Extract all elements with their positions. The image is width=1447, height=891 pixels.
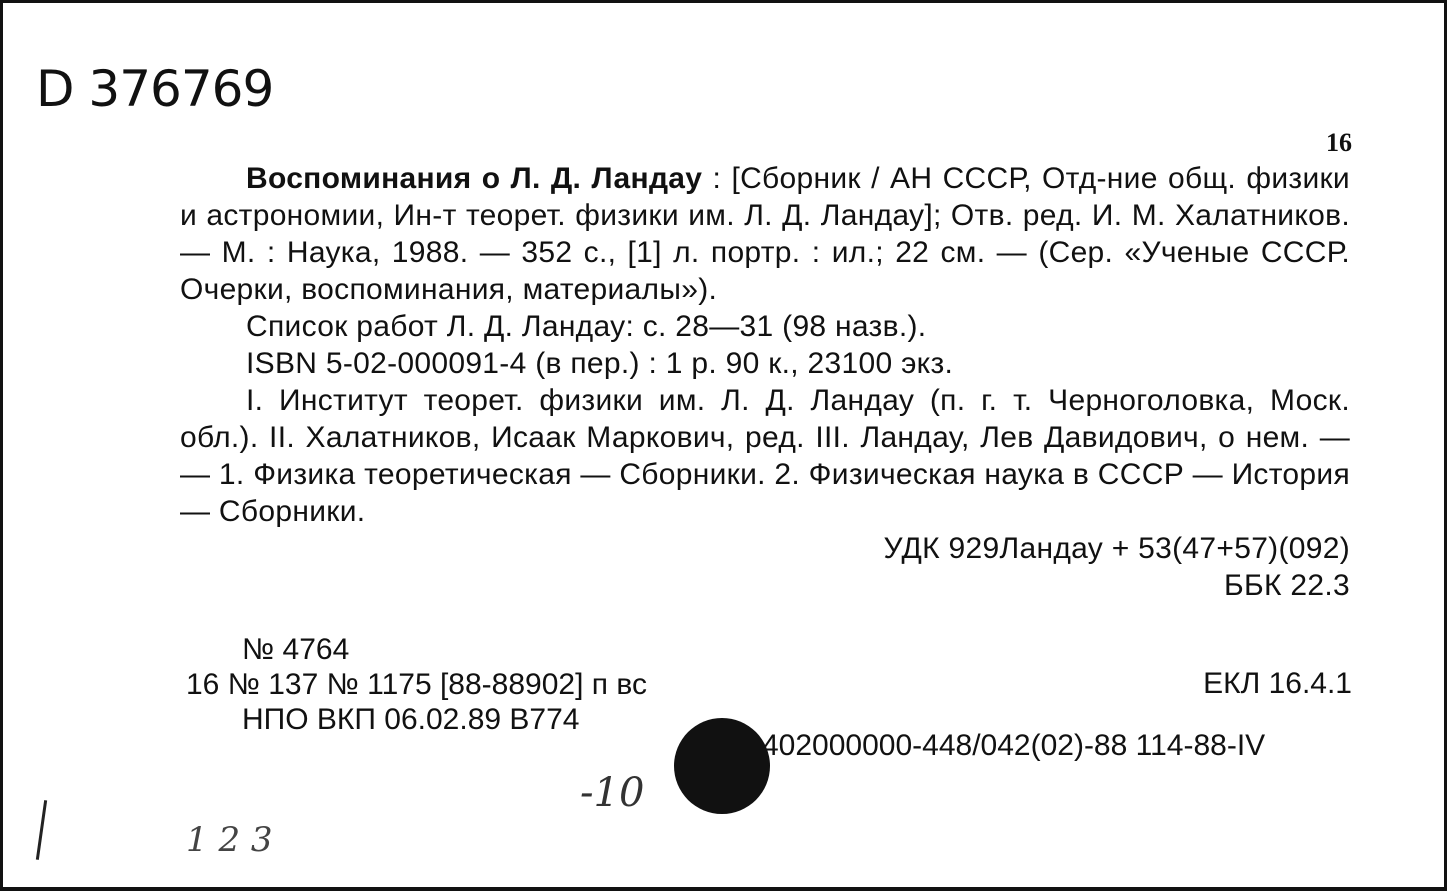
punch-hole xyxy=(674,718,770,814)
subject-headings: I. Институт теорет. физики им. Л. Д. Ландау (п. г. т. Черноголовка, Моск. обл.). II. Халатников, Исаак Маркович, ред. III. Ландау, Лев Давидович, о нем. — — 1. Физика теоретическая — Сборники. 2. Физическая наука в СССР — История — Сборники. xyxy=(180,384,1351,528)
classification-code: 402000000-448/042(02)-88 114-88-IV xyxy=(762,729,1266,762)
bibliography-note: Список работ Л. Д. Ландау: с. 28—31 (98 назв.). xyxy=(246,310,927,343)
entry-main-paragraph xyxy=(180,160,1350,308)
catalog-entry xyxy=(180,160,1350,604)
isbn-line: ISBN 5-02-000091-4 (в пер.) : 1 р. 90 к., 23100 экз. xyxy=(246,347,954,380)
accession-number: D 376769 xyxy=(36,60,274,118)
pencil-stroke xyxy=(36,800,47,860)
print-line: 16 № 137 № 1175 [88-88902] п вс xyxy=(186,668,647,701)
page-number: 16 xyxy=(1326,128,1352,157)
print-metadata xyxy=(186,632,647,737)
handwritten-mark: -10 xyxy=(580,770,645,816)
card-border-bottom xyxy=(0,887,1447,891)
bbk-line: ББК 22.3 xyxy=(1224,569,1350,602)
card-border-left xyxy=(0,0,3,891)
card-border-top xyxy=(0,0,1447,3)
ekl-code: ЕКЛ 16.4.1 xyxy=(1203,667,1352,700)
order-number: № 4764 xyxy=(242,633,350,666)
handwritten-scribble: 1 2 3 xyxy=(186,820,273,860)
udk-line: УДК 929Ландау + 53(47+57)(092) xyxy=(883,532,1350,565)
npo-line: НПО ВКП 06.02.89 В774 xyxy=(242,703,580,736)
entry-description: : [Сборник / АН СССР, Отд-ние общ. физики и астрономии, Ин-т теорет. физики им. Л. Д. Ландау]; Отв. ред. И. М. Халатников. — М. : Наука, 1988. — 352 с., [1] л. портр. : ил.; 22 см. — (Сер. «Ученые СССР. Очерки, воспоминания, материалы»). xyxy=(180,162,1350,306)
entry-title: Воспоминания о Л. Д. Ландау xyxy=(246,162,703,195)
